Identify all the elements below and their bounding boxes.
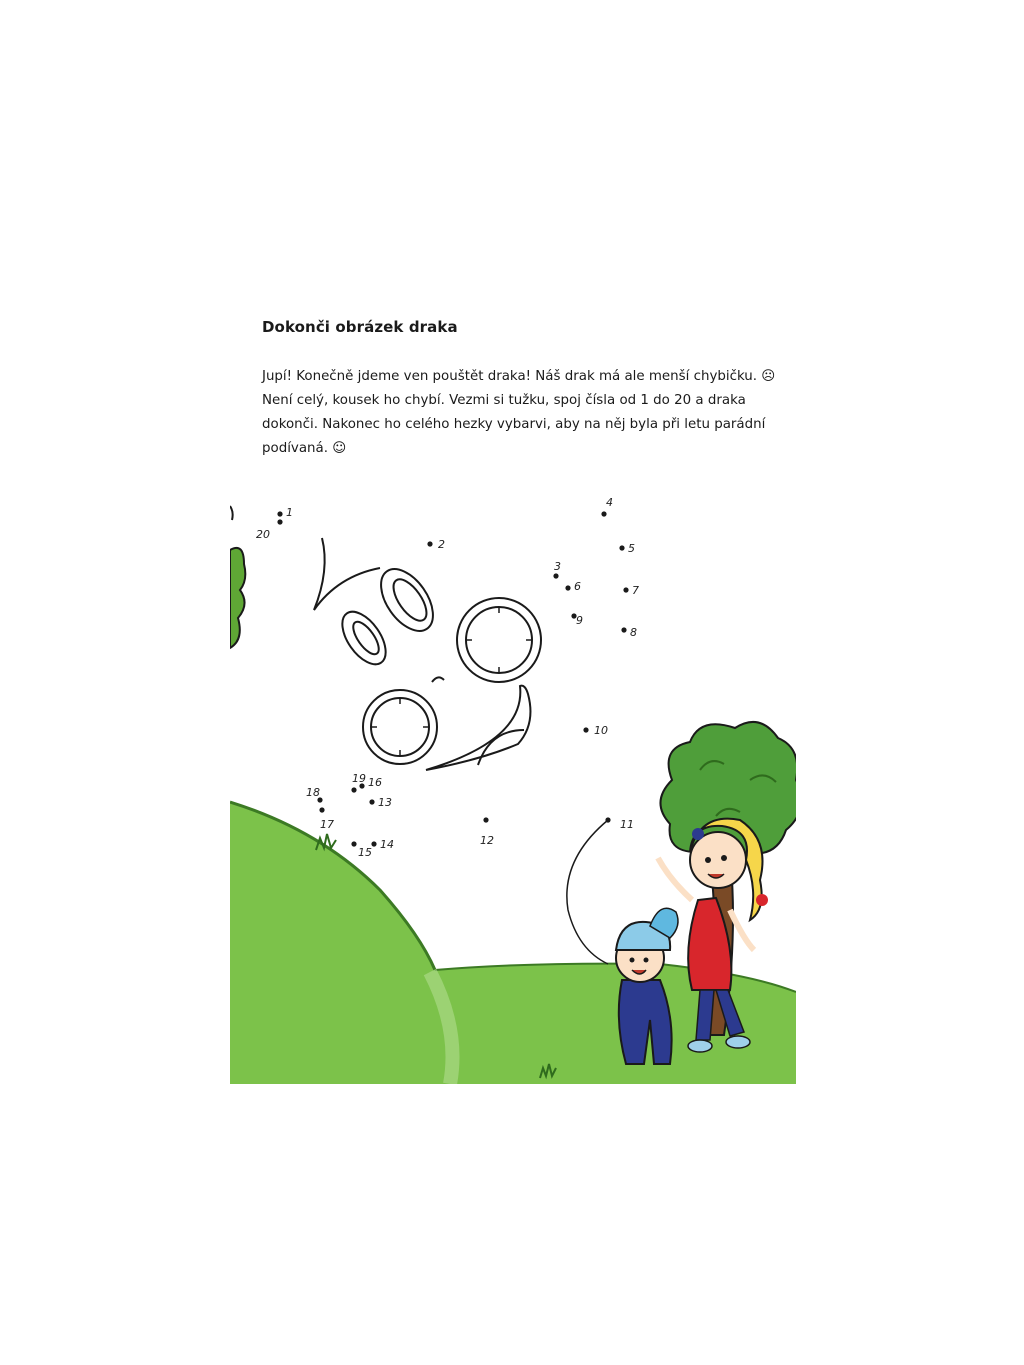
dot-13: [369, 796, 392, 809]
dot-marker: [277, 519, 282, 524]
dot-label: 1: [286, 506, 293, 519]
dot-marker: [277, 511, 282, 516]
dot-label: 9: [576, 614, 583, 627]
dot-label: 10: [594, 724, 608, 737]
dot-marker: [565, 585, 570, 590]
dot-marker: [351, 841, 356, 846]
dot-17: [319, 807, 334, 831]
instructions-text: Jupí! Konečně jdeme ven pouštět draka! Náš drak má ale menší chybičku. ☹ Není celý, kousek ho chybí. Vezmi si tužku, spoj čísla od 1 do 20 a draka dokonči. Nakonec ho celého hezky vybarvi, aby na něj byla při letu parádní podívaná. ☺: [262, 369, 776, 456]
bush-left: [230, 506, 245, 648]
dot-marker: [427, 541, 432, 546]
dot-marker: [605, 817, 610, 822]
dot-3: [553, 560, 561, 579]
dot-label: 17: [320, 818, 334, 831]
dot-label: 4: [606, 496, 613, 509]
dot-label: 12: [480, 834, 494, 847]
dot-6: [565, 580, 581, 593]
dot-label: 16: [368, 776, 382, 789]
dot-11: [605, 817, 634, 831]
dot-10: [583, 724, 608, 737]
dot-2: [427, 538, 445, 551]
dot-8: [621, 626, 637, 639]
dot-label: 8: [630, 626, 637, 639]
dot-marker: [601, 511, 606, 516]
dot-marker: [553, 573, 558, 578]
dot-4: [601, 496, 613, 517]
dot-label: 5: [628, 542, 635, 555]
page-title: Dokonči obrázek draka: [262, 318, 458, 336]
dot-5: [619, 542, 635, 555]
dot-label: 13: [378, 796, 392, 809]
dot-label: 15: [358, 846, 372, 859]
dot-marker: [483, 817, 488, 822]
dot-19: [351, 772, 366, 793]
dot-7: [623, 584, 639, 597]
dot-18: [306, 786, 323, 803]
dot-14: [371, 838, 394, 851]
dot-marker: [621, 627, 626, 632]
dot-15: [351, 841, 372, 859]
dot-marker: [371, 841, 376, 846]
dot-label: 19: [352, 772, 366, 785]
illustration: [230, 480, 796, 1084]
dot-marker: [319, 807, 324, 812]
dot-label: 6: [574, 580, 581, 593]
dot-9: [571, 613, 583, 627]
dot-20: [256, 519, 283, 541]
dot-marker: [623, 587, 628, 592]
dot-label: 18: [306, 786, 320, 799]
dot-label: 3: [554, 560, 561, 573]
dot-marker: [351, 787, 356, 792]
dot-layer: [256, 496, 639, 859]
dot-12: [480, 817, 494, 847]
dot-label: 20: [256, 528, 270, 541]
dot-label: 2: [438, 538, 445, 551]
dot-marker: [583, 727, 588, 732]
dot-label: 11: [620, 818, 634, 831]
dot-label: 7: [632, 584, 639, 597]
dot-marker: [369, 799, 374, 804]
dot-marker: [619, 545, 624, 550]
dot-label: 14: [380, 838, 394, 851]
dot-1: [277, 506, 293, 519]
